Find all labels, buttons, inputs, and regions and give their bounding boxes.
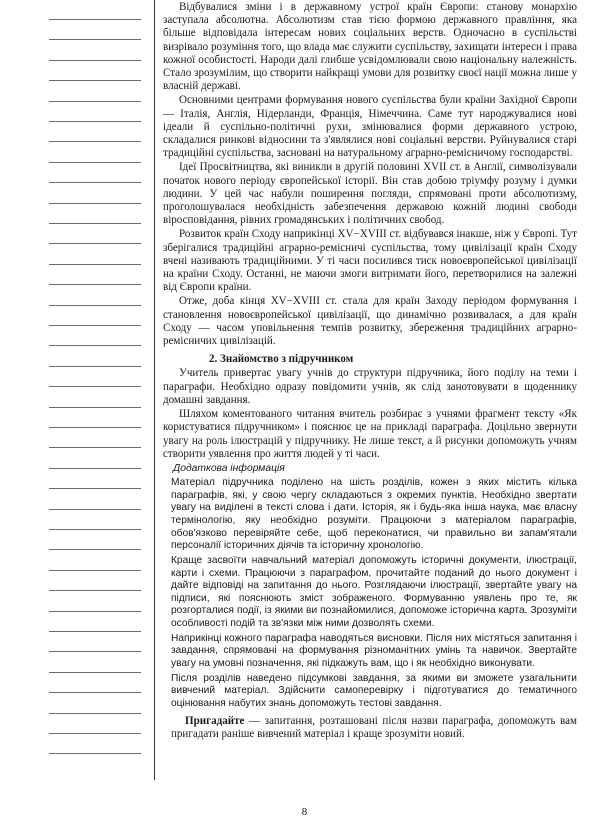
note-line [49,325,141,326]
extra-info-paragraph: Матеріал підручника поділено на шість розділів, кожен з яких містить кілька параграфів, які, у свою чергу складаються з окремих пунктів. Необхідно звертати увагу на виділені в тексті слова і дати. Історія, як і будь-яка інша наука, має власну термінологію, яку необхідно розуміти. Працюючи з матеріалом параграфів, обов'язково перевіряйте себе, щоб переконатися, чи правильно ви запам'ятали персоналії історичних діячів та історичну хронологію. [171,476,577,552]
note-line [49,182,141,183]
note-line [49,162,141,163]
note-line [49,753,141,754]
note-line [49,651,141,652]
reminder-text: — запитання, розташовані після назви параграфа, допоможуть вам пригадати раніше вивчений матеріал і краще зрозуміти новий. [171,714,577,740]
note-line [49,19,141,20]
note-line [49,468,141,469]
note-line [49,447,141,448]
note-line [49,488,141,489]
note-line [49,427,141,428]
note-line [49,611,141,612]
note-line [49,692,141,693]
note-line [49,713,141,714]
column-divider [154,0,155,780]
section-heading: 2. Знайомство з підручником [209,353,354,366]
body-paragraph: Отже, доба кінця XV−XVIII ст. стала для країн Заходу періодом формування і становлення новоєвропейської цивілізації, що динамічно розвивалася, а для країн Сходу — часом уповільнення темпів розвитку, збереження традиційних аграрно-ремісничих цивілізацій. [163,295,577,348]
extra-info-block [171,477,577,711]
extra-info-paragraph: Краще засвоїти навчальний матеріал допоможуть історичні документи, ілюстрації, карти і схеми. Працюючи з параграфом, прочитайте поданий до нього документ і дайте відповіді на запитання до нього. Розглядаючи ілюстрації, звертайте увагу на підписи, які пояснюють зміст зображеного. Формуванню уявлень про те, як розгорталися події, із якими ви познайомилися, допоможе історична карта. Зрозуміти особливості подій та зв'язки між ними дозволять схеми. [171,554,577,630]
note-line [49,590,141,591]
note-line [49,264,141,265]
body-paragraph: Основними центрами формування нового суспільства були країни Західної Європи — Італія, Англія, Нідерланди, Франція, Німеччина. Саме тут народжувалися нові ідеали й суспільно-політичні рухи, змінювалися форми державного устрою, складалися ринкові відносини та з'являлися нові соціальні верстви. Руйнувалися старі традиційні суспільства, засновані на натуральному аграрно-ремісничому господарстві. [163,94,577,160]
note-line [49,101,141,102]
note-line [49,529,141,530]
note-line [49,386,141,387]
reminder-paragraph [171,715,577,741]
body-paragraph: Шляхом коментованого читання вчитель розбирає з учнями фрагмент тексту «Як користуватися підручником» і пояснює це на прикладі параграфа. Доцільно звернути увагу на роль ілюстрацій у підручнику. Не лише текст, а й рисунки допоможуть учням створити уявлення про життя людей у ті часи. [163,408,577,460]
reminder-term: Пригадайте [185,714,245,727]
note-line [49,223,141,224]
note-line [49,80,141,81]
note-line [49,121,141,122]
body-paragraph: Відбувалися зміни і в державному устрої країн Європи: станову монархію заступала абсолютна. Абсолютизм став тією формою державного правління, яка більше відповідала інтересам нових соціальних верств. Одночасно в суспільстві визрівало розуміння того, що влада має служити суспільству, захищати інтереси і права кожної особистості. Народи далі глибше усвідомлювали свою національну належність. Стало зрозумілим, що створити найкращі умови для розвитку своєї нації можна лише у власній державі. [163,1,577,93]
extra-info-paragraph: Після розділів наведено підсумкові завдання, за якими ви зможете узагальнити вивчений матеріал. Здійснити самоперевірку і підготуватися до тематичного оцінювання набутих знань допоможуть тестові завдання. [171,672,577,710]
note-line [49,345,141,346]
page-content [163,1,577,741]
note-line [49,407,141,408]
body-paragraph: Учитель привертає увагу учнів до структури підручника, його поділу на теми і параграфи. Необхідно одразу повідомити учнів, як слід занотовувати в щоденнику домашні завдання. [163,367,577,406]
note-line [49,203,141,204]
note-line [49,284,141,285]
note-line [49,733,141,734]
note-line [49,39,141,40]
note-line [49,631,141,632]
note-line [49,509,141,510]
note-line [49,141,141,142]
note-line [49,243,141,244]
body-paragraph: Розвиток країн Сходу наприкінці XV−XVIII ст. відбувався інакше, ніж у Європі. Тут зберігалися традиційні аграрно-ремісничі суспільства, тому цивілізації країн Сходу вчені називають традиційними. У ті часи посилився тиск новоєвропейської цивілізації на країни Сходу. Останні, не маючи змоги витримати його, перетворилися на залежні від Європи країни. [163,228,577,294]
note-line [49,366,141,367]
note-line [49,549,141,550]
page-number: 8 [301,806,308,818]
body-paragraph: Ідеї Просвітництва, які виникли в другій половині XVII ст. в Англії, символізували початок нового періоду європейської історії. Він став добою тріумфу розуму і думки людини. У цей час набули поширення погляди, спрямовані проти абсолютизму, проголошувалася необхідність забезпечення державою кожній людині свободи віросповідання, рівних громадянських і політичних свобод. [163,161,577,227]
note-line [49,305,141,306]
extra-info-label: Додаткова інформація [173,462,285,474]
note-line [49,570,141,571]
note-line [49,672,141,673]
note-line [49,60,141,61]
extra-info-paragraph: Наприкінці кожного параграфа наводяться висновки. Після них містяться запитання і завдання, спрямовані на формування різноманітних умінь та навичок. Звертайте увагу на умовні позначення, які підкажуть вам, що і як необхідно виконувати. [171,632,577,670]
